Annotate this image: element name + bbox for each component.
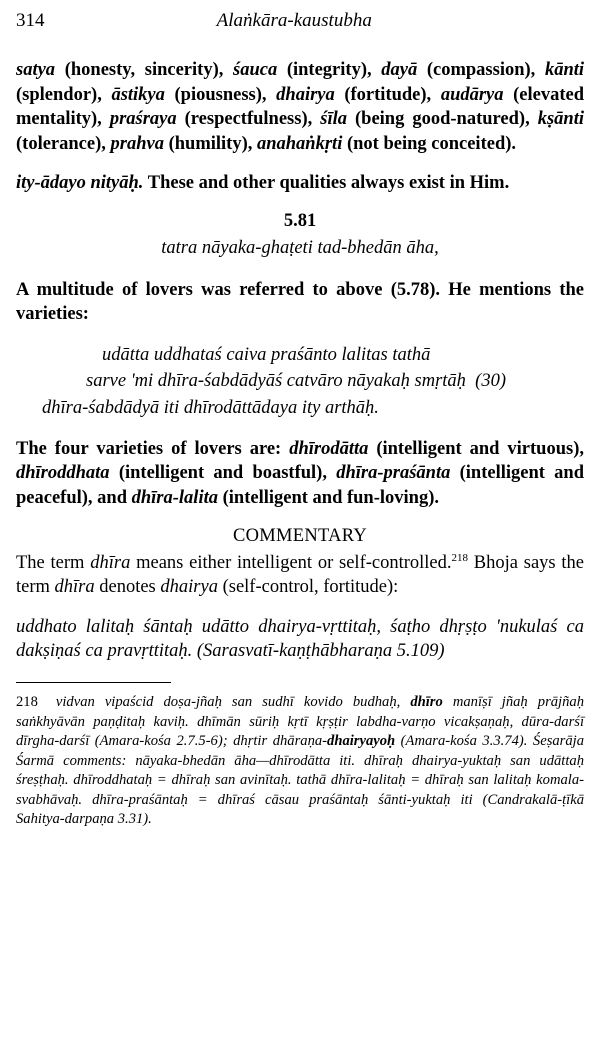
verse-quote-line: udātta uddhataś caiva praśānto lalitas tathā [102,345,431,366]
paragraph-commentary-quote [16,615,584,664]
verse-5-81 [16,211,584,262]
paragraph-commentary [16,551,584,600]
page-header [16,10,584,32]
footnote-runs: vidvan vipaścid doṣa-jñaḥ san sudhī kovido budhaḥ, dhīro manīṣī jñaḥ prājñaḥ saṅkhyāvān paṇḍitaḥ kaviḥ. dhīmān sūriḥ kṛtī kṛṣṭir labdha-varṇo vicakṣaṇaḥ, dūra-darśī dīrgha-darśī (Amara-kośa 2.7.5-6); dhṛtir dhāraṇa-dhairyayoḥ (Amara-kośa 3.3.74). Śeṣarāja Śarmā comments: nāyaka-bhedān āha—dhīrodātta iti. dhīraḥ dhairya-yuktaḥ san udāttaḥ śreṣṭhaḥ. dhīroddhataḥ = dhīraḥ san avinītaḥ. tathā dhīra-lalitaḥ = dhīraḥ san lalitaḥ komala-svabhāvaḥ. dhīra-praśāntaḥ = dhīraś cāsau praśāntaḥ śānti-yuktaḥ iti (Candrakalā-ṭīkā Sahitya-darpaṇa 3.31). [16,694,585,828]
commentary-runs: The term dhīra means either intelligent or self-controlled.$^{218}$ Bhoja says the term dhīra denotes dhairya (self-control, fortitude): [16,551,585,598]
commentary-heading: COMMENTARY [232,525,368,546]
footnote-218 [16,693,584,830]
ity-adayo-sanskrit: ity-ādayo nityāḥ. [16,173,144,194]
verse-quote-block [16,342,584,421]
paragraph-ity-adayo [16,171,584,196]
verse-quote-line: sarve 'mi dhīra-śabdādyāś catvāro nāyakaḥ smṛtāḥ (30) [86,371,506,392]
verse-quote-line: dhīra-śabdādyā iti dhīrodāttādaya ity arthāḥ. [42,397,379,418]
paragraph-four-varieties [16,437,584,511]
four-varieties-runs: The four varieties of lovers are: dhīrodātta (intelligent and virtuous), dhīroddhata (intelligent and boastful), dhīra-praśānta (intelligent and peaceful), and dhīra-lalita (intelligent and fun-loving). [16,438,584,509]
paragraph-additional-qualities [16,58,584,156]
commentary-quote-runs: uddhato lalitaḥ śāntaḥ udātto dhairya-vṛttitaḥ, śaṭho dhṛṣṭo 'nukulaś ca dakṣiṇaś ca pravṛttitaḥ. (Sarasvatī-kaṇṭhābharaṇa 5.109) [16,616,584,662]
running-title: Alaṅkāra-kaustubha [216,10,372,31]
ity-adayo-english: These and other qualities always exist in Him. [143,173,510,194]
footnote-number: 218 [16,694,38,710]
verse-intro-line: tatra nāyaka-ghaṭeti tad-bhedān āha, [161,237,439,258]
footnote-separator [16,682,171,683]
qualities-runs: satya (honesty, sincerity), śauca (integrity), dayā (compassion), kānti (splendor), āstikya (piousness), dhairya (fortitude), audārya (elevated mentality), praśraya (respectfulness), śīla (being good-natured), kṣānti (tolerance), prahva (humility), anahaṅkṛti (not being conceited). [16,60,585,154]
folio-number: 314 [16,10,45,31]
verse-number: 5.81 [283,210,317,231]
paragraph-multitude: A multitude of lovers was referred to above (5.78). He mentions the varieties: [16,279,584,325]
